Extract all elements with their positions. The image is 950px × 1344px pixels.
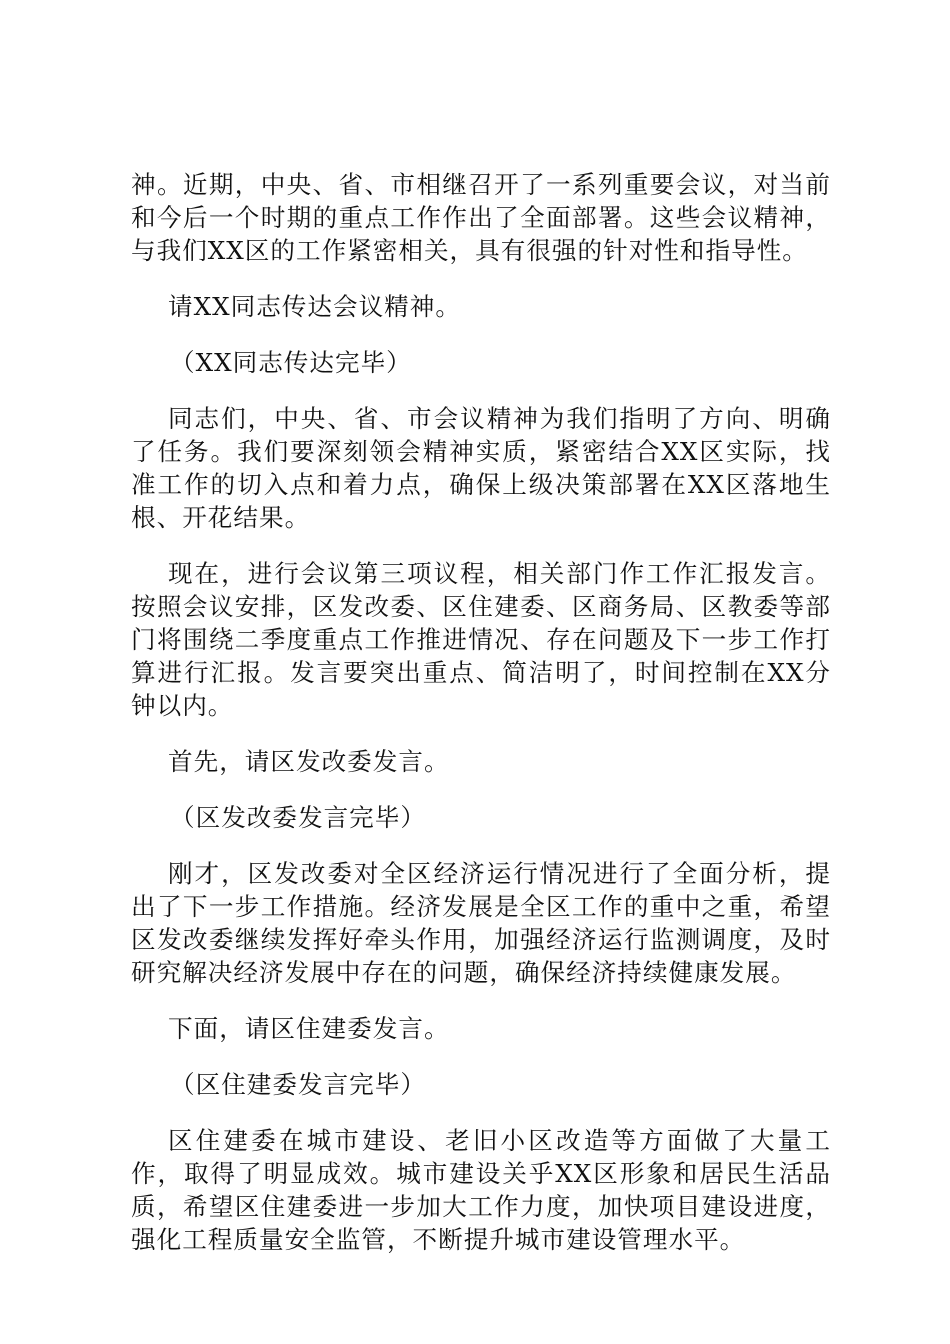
paragraph-continuation: 神。近期，中央、省、市相继召开了一系列重要会议，对当前和今后一个时期的重点工作作出了全面部署。这些会议精神，与我们XX区的工作紧密相关，具有很强的针对性和指导性。 — [131, 170, 831, 265]
paragraph-second-speaker-note: （区住建委发言完毕） — [170, 1070, 426, 1099]
paragraph-invite-speaker: 请XX同志传达会议精神。 — [168, 292, 461, 321]
paragraph-summary: 同志们，中央、省、市会议精神为我们指明了方向、明确了任务。我们要深刻领会精神实质，紧密结合XX区实际，找准工作的切入点和着力点，确保上级决策部署在XX区落地生根、开花结果。 — [131, 404, 831, 532]
paragraph-second-speaker: 下面，请区住建委发言。 — [168, 1014, 450, 1043]
paragraph-first-speaker: 首先，请区发改委发言。 — [168, 747, 450, 776]
paragraph-first-comment: 刚才，区发改委对全区经济运行情况进行了全面分析，提出了下一步工作措施。经济发展是全区工作的重中之重，希望区发改委继续发挥好牵头作用，加强经济运行监测调度，及时研究解决经济发展中存在的问题，确保经济持续健康发展。 — [131, 859, 831, 987]
paragraph-agenda: 现在，进行会议第三项议程，相关部门作工作汇报发言。按照会议安排，区发改委、区住建委、区商务局、区教委等部门将围绕二季度重点工作推进情况、存在问题及下一步工作打算进行汇报。发言要突出重点、简洁明了，时间控制在XX分钟以内。 — [131, 559, 831, 720]
paragraph-speaker-note: （XX同志传达完毕） — [170, 348, 412, 377]
document-body — [131, 168, 831, 1279]
paragraph-first-speaker-note: （区发改委发言完毕） — [170, 803, 426, 832]
paragraph-second-comment: 区住建委在城市建设、老旧小区改造等方面做了大量工作，取得了明显成效。城市建设关乎XX区形象和居民生活品质，希望区住建委进一步加大工作力度，加快项目建设进度，强化工程质量安全监管，不断提升城市建设管理水平。 — [131, 1126, 831, 1254]
